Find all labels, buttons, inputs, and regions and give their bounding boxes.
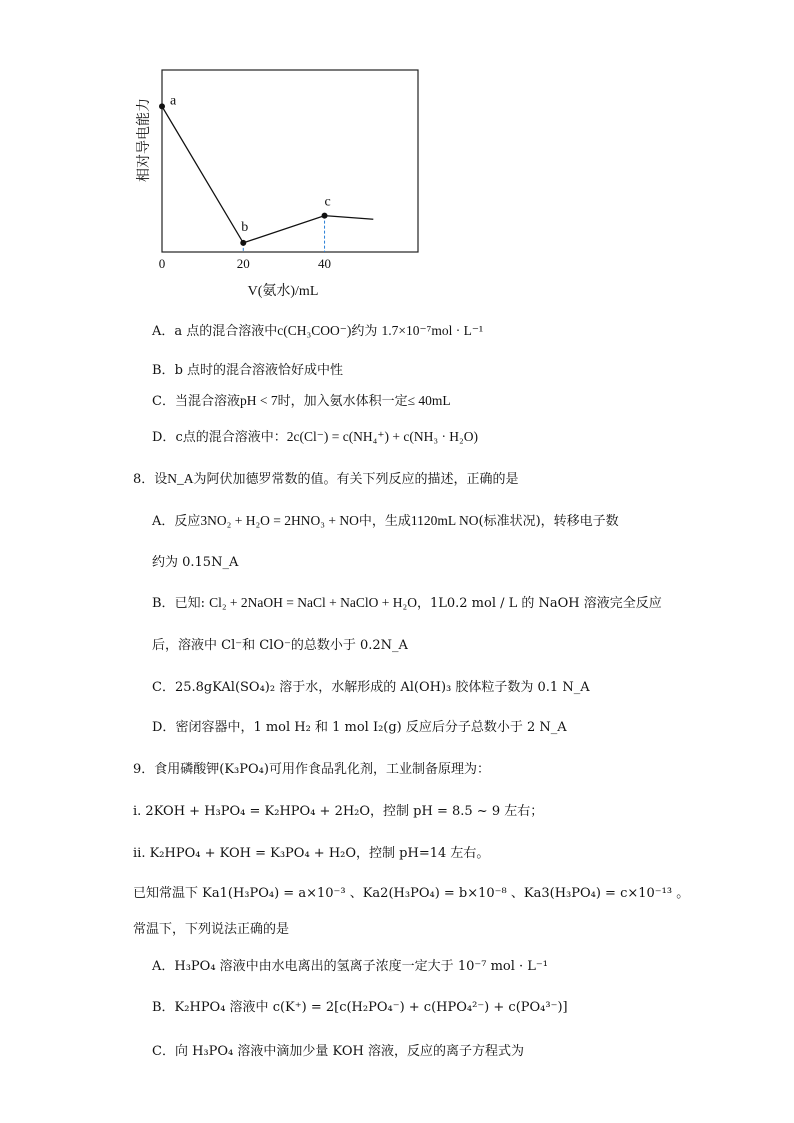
q9-option-b: B．K₂HPO₄ 溶液中 c(K⁺) = 2[c(H₂PO₄⁻) + c(HPO₄²⁻) + c(PO₄³⁻)] — [152, 1000, 568, 1015]
q9-option-a: A．H₃PO₄ 溶液中由水电离出的氢离子浓度一定大于 10⁻⁷ mol · L⁻¹ — [152, 959, 548, 974]
q9-prompt: 常温下，下列说法正确的是 — [133, 922, 290, 937]
point-c — [322, 213, 328, 219]
plot-frame — [162, 70, 418, 252]
conductivity-chart — [120, 60, 440, 300]
q9-stem: 9．食用磷酸钾(K₃PO₄)可用作食品乳化剂，工业制备原理为： — [133, 762, 490, 777]
q7-option-d: D．c点的混合溶液中：2c(Cl⁻) = c(NH₄⁺) + c(NH₃ · H₂O) — [152, 429, 479, 445]
q9-option-c: C．向 H₃PO₄ 溶液中滴加少量 KOH 溶液，反应的离子方程式为 — [152, 1044, 524, 1059]
x-axis-label: V(氨水)/mL — [247, 284, 319, 299]
q7-option-c: C．当混合溶液pH < 7时，加入氨水体积一定≤ 40mL — [152, 393, 451, 409]
point-label-a: a — [170, 93, 177, 109]
q8-option-a-line2: 约为 0.15N_A — [152, 555, 239, 570]
x-tick-20: 20 — [236, 256, 250, 271]
conductivity-line — [162, 106, 373, 243]
y-axis-label: 相对导电能力 — [136, 98, 152, 182]
x-tick-0: 0 — [158, 256, 166, 271]
point-a — [159, 103, 165, 109]
q9-known-constants: 已知常温下 Ka1(H₃PO₄) = a×10⁻³ 、Ka2(H₃PO₄) = b×10⁻⁸ 、Ka3(H₃PO₄) = c×10⁻¹³ 。 — [133, 886, 690, 901]
x-tick-40: 40 — [318, 256, 332, 271]
q8-option-a: A．反应3NO₂ + H₂O = 2HNO₃ + NO中，生成1120mL NO(标准状况)，转移电子数 — [152, 513, 619, 529]
q7-option-b: B．b 点时的混合溶液恰好成中性 — [152, 363, 344, 378]
q9-step-i: ⅰ. 2KOH + H₃PO₄ = K₂HPO₄ + 2H₂O，控制 pH = 8.5 ~ 9 左右； — [133, 804, 544, 819]
q8-option-c: C．25.8gKAl(SO₄)₂ 溶于水，水解形成的 Al(OH)₃ 胶体粒子数为 0.1 N_A — [152, 680, 590, 695]
point-label-c: c — [324, 194, 331, 210]
point-label-b: b — [241, 219, 249, 235]
q8-option-d: D．密闭容器中，1 mol H₂ 和 1 mol I₂(g) 反应后分子总数小于 2 N_A — [152, 720, 567, 735]
q8-option-b-line2: 后，溶液中 Cl⁻和 ClO⁻的总数小于 0.2N_A — [152, 638, 408, 653]
q9-step-ii: ⅱ. K₂HPO₄ + KOH = K₃PO₄ + H₂O，控制 pH=14 左右。 — [133, 846, 490, 861]
q7-option-a: A．a 点的混合溶液中c(CH₃COO⁻)约为 1.7×10⁻⁷mol · L⁻¹ — [152, 323, 484, 339]
point-b — [240, 240, 246, 246]
q8-option-b: B．已知: Cl₂ + 2NaOH = NaCl + NaClO + H₂O，1L0.2 mol / L 的 NaOH 溶液完全反应 — [152, 595, 662, 611]
q8-stem: 8．设N_A为阿伏加德罗常数的值。有关下列反应的描述，正确的是 — [133, 471, 519, 487]
